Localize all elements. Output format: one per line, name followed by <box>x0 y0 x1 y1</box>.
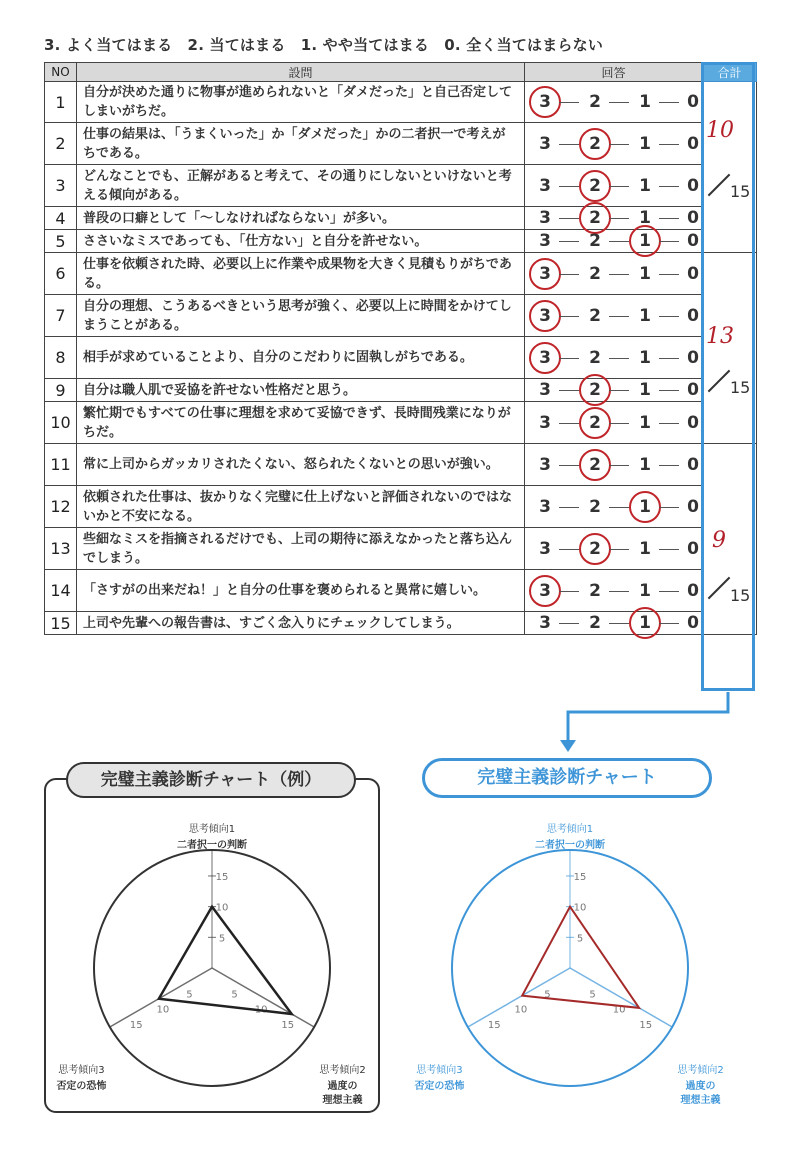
axis2-label: 思考傾向2 <box>677 1065 724 1076</box>
answer-dash <box>659 274 679 275</box>
answer-option-3[interactable]: 3 <box>533 304 557 328</box>
answer-option-3[interactable]: 3 <box>533 90 557 114</box>
answer-option-2[interactable]: 2 <box>589 92 601 112</box>
chart-axis-line <box>468 968 570 1027</box>
answer-option-0[interactable]: 0 <box>687 496 699 517</box>
header-no: NO <box>45 63 77 82</box>
answer-option-3[interactable]: 3 <box>539 538 551 559</box>
chart-tick-label: 15 <box>487 1020 501 1032</box>
question-number: 10 <box>45 402 77 444</box>
answer-option-0[interactable]: 0 <box>687 538 699 559</box>
answer-option-3[interactable]: 3 <box>539 412 551 433</box>
answer-scale <box>525 402 703 444</box>
chart-tick-label: 5 <box>218 933 226 945</box>
question-text: どんなことでも、正解があると考えて、その通りにしないといけないと考える傾向がある。 <box>77 165 525 207</box>
chart-tick-label: 10 <box>573 902 587 914</box>
result-chart-title: 完璧主義診断チャート <box>422 758 712 798</box>
answer-option-0[interactable]: 0 <box>687 454 699 475</box>
question-number: 2 <box>45 123 77 165</box>
answer-dash <box>559 274 579 275</box>
question-number: 14 <box>45 570 77 612</box>
answer-dash <box>559 186 579 187</box>
answer-option-3[interactable]: 3 <box>533 346 557 370</box>
answer-scale <box>525 253 703 295</box>
chart-tick-label: 10 <box>514 1004 528 1016</box>
answer-dash <box>659 358 679 359</box>
answer-dash <box>559 549 579 550</box>
question-number: 5 <box>45 230 77 253</box>
example-radar-chart <box>44 800 380 1106</box>
answer-scale-legend: 3. よく当てはまる 2. 当てはまる 1. やや当てはまる 0. 全く当てはまらない <box>44 36 604 54</box>
answer-dash <box>609 274 629 275</box>
answer-dash <box>609 102 629 103</box>
answer-option-2[interactable]: 2 <box>589 231 601 251</box>
chart-tick-label: 5 <box>186 989 193 1001</box>
example-chart-title: 完璧主義診断チャート（例） <box>66 762 356 798</box>
table-row <box>45 402 757 444</box>
chart-tick-label: 15 <box>129 1020 143 1032</box>
axis3-label: 思考傾向3 <box>58 1065 105 1076</box>
answer-option-0[interactable]: 0 <box>687 305 699 326</box>
question-text: 常に上司からガッカリされたくない、怒られたくないとの思いが強い。 <box>77 444 525 486</box>
chart-tick-label: 15 <box>281 1020 295 1032</box>
answer-option-3[interactable]: 3 <box>533 262 557 286</box>
answer-dash <box>559 144 579 145</box>
answer-dash <box>609 218 629 219</box>
axis2-sublabel-2: 理想主義 <box>680 1095 721 1106</box>
answer-option-1[interactable]: 1 <box>639 454 651 475</box>
answer-scale <box>525 82 703 123</box>
answer-dash <box>559 423 579 424</box>
answer-option-3[interactable]: 3 <box>539 175 551 196</box>
answer-dash <box>659 316 679 317</box>
answer-dash <box>609 465 629 466</box>
answer-option-2[interactable]: 2 <box>583 174 607 198</box>
question-text: 自分の理想、こうあるべきという思考が強く、必要以上に時間をかけてしまうことがある。 <box>77 295 525 337</box>
answer-option-1[interactable]: 1 <box>639 347 651 368</box>
axis1-sublabel: 二者択一の判断 <box>535 840 605 851</box>
answer-scale <box>525 230 703 253</box>
questionnaire-table <box>44 62 757 635</box>
answer-dash <box>609 549 629 550</box>
answer-dash <box>609 591 629 592</box>
answer-option-2[interactable]: 2 <box>583 411 607 435</box>
total-2-value: 13 <box>706 324 734 349</box>
answer-dash <box>659 144 679 145</box>
answer-scale <box>525 486 703 528</box>
table-row <box>45 230 757 253</box>
chart-tick-label: 10 <box>215 902 229 914</box>
header-total: 合計 <box>703 63 757 82</box>
answer-option-3[interactable]: 3 <box>539 208 551 228</box>
answer-dash <box>559 358 579 359</box>
flow-arrow <box>540 690 760 760</box>
answer-option-1[interactable]: 1 <box>639 133 651 154</box>
chart-data-polygon <box>159 907 292 1014</box>
answer-scale <box>525 165 703 207</box>
answer-option-1[interactable]: 1 <box>639 580 651 601</box>
chart-tick-label: 10 <box>254 1004 268 1016</box>
answer-option-1[interactable]: 1 <box>633 495 657 519</box>
chart-tick-label: 15 <box>573 871 587 883</box>
chart-axis-line <box>570 968 672 1027</box>
header-answer: 回答 <box>525 63 703 82</box>
question-number: 13 <box>45 528 77 570</box>
answer-option-3[interactable]: 3 <box>539 133 551 154</box>
question-text: ささいなミスであっても、「仕方ない」と自分を許せない。 <box>77 230 525 253</box>
answer-dash <box>559 218 579 219</box>
answer-scale <box>525 337 703 379</box>
answer-option-2[interactable]: 2 <box>583 537 607 561</box>
question-text: 「さすがの出来だね！」と自分の仕事を褒められると異常に嬉しい。 <box>77 570 525 612</box>
answer-option-1[interactable]: 1 <box>639 305 651 326</box>
answer-option-1[interactable]: 1 <box>639 92 651 112</box>
table-row <box>45 528 757 570</box>
total-1-max: 15 <box>730 182 751 201</box>
answer-option-2[interactable]: 2 <box>589 263 601 284</box>
answer-option-0[interactable]: 0 <box>687 208 699 228</box>
axis3-sublabel: 否定の恐怖 <box>56 1081 107 1092</box>
table-row <box>45 444 757 486</box>
total-3-value: 9 <box>712 528 726 553</box>
answer-option-1[interactable]: 1 <box>639 175 651 196</box>
answer-dash <box>609 316 629 317</box>
chart-tick-label: 5 <box>544 989 551 1001</box>
result-radar-chart <box>400 800 756 1106</box>
answer-dash <box>609 358 629 359</box>
chart-data-polygon <box>522 907 639 1008</box>
answer-scale <box>525 612 703 635</box>
answer-dash <box>659 623 679 624</box>
axis1-label: 思考傾向1 <box>546 824 594 835</box>
chart-tick-label: 5 <box>231 989 238 1001</box>
answer-option-0[interactable]: 0 <box>687 263 699 284</box>
answer-option-2[interactable]: 2 <box>589 613 601 633</box>
question-number: 7 <box>45 295 77 337</box>
question-text: 自分は職人肌で妥協を許せない性格だと思う。 <box>77 379 525 402</box>
question-text: 仕事の結果は、「うまくいった」か「ダメだった」かの二者択一で考えがちである。 <box>77 123 525 165</box>
answer-dash <box>559 316 579 317</box>
answer-dash <box>659 423 679 424</box>
answer-dash <box>609 144 629 145</box>
answer-dash <box>559 241 579 242</box>
answer-dash <box>659 241 679 242</box>
axis2-sublabel-2: 理想主義 <box>322 1095 363 1106</box>
answer-option-3[interactable]: 3 <box>539 380 551 400</box>
question-text: 相手が求めていることより、自分のこだわりに固執しがちである。 <box>77 337 525 379</box>
answer-option-1[interactable]: 1 <box>633 229 657 253</box>
answer-option-0[interactable]: 0 <box>687 580 699 601</box>
total-1-value: 10 <box>706 118 734 143</box>
answer-option-3[interactable]: 3 <box>539 613 551 633</box>
answer-dash <box>659 507 679 508</box>
answer-scale <box>525 570 703 612</box>
answer-scale <box>525 123 703 165</box>
answer-dash <box>609 423 629 424</box>
question-number: 1 <box>45 82 77 123</box>
table-row <box>45 379 757 402</box>
answer-dash <box>559 623 579 624</box>
question-number: 12 <box>45 486 77 528</box>
answer-dash <box>559 102 579 103</box>
chart-tick-label: 15 <box>215 871 229 883</box>
answer-option-3[interactable]: 3 <box>539 231 551 251</box>
answer-option-0[interactable]: 0 <box>687 175 699 196</box>
answer-option-0[interactable]: 0 <box>687 412 699 433</box>
answer-option-2[interactable]: 2 <box>589 496 601 517</box>
answer-dash <box>659 549 679 550</box>
answer-dash <box>659 218 679 219</box>
axis1-label: 思考傾向1 <box>188 824 236 835</box>
question-number: 9 <box>45 379 77 402</box>
question-text: 仕事を依頼された時、必要以上に作業や成果物を大きく見積もりがちである。 <box>77 253 525 295</box>
question-number: 15 <box>45 612 77 635</box>
answer-scale <box>525 295 703 337</box>
question-number: 11 <box>45 444 77 486</box>
answer-option-2[interactable]: 2 <box>583 206 607 230</box>
answer-option-1[interactable]: 1 <box>639 412 651 433</box>
table-row <box>45 337 757 379</box>
answer-dash <box>659 591 679 592</box>
answer-scale <box>525 207 703 230</box>
question-text: 自分が決めた通りに物事が進められないと「ダメだった」と自己否定してしまいがちだ。 <box>77 82 525 123</box>
answer-option-1[interactable]: 1 <box>639 263 651 284</box>
question-number: 6 <box>45 253 77 295</box>
answer-option-2[interactable]: 2 <box>583 378 607 402</box>
answer-option-1[interactable]: 1 <box>633 611 657 635</box>
chart-tick-label: 10 <box>156 1004 170 1016</box>
answer-option-2[interactable]: 2 <box>583 453 607 477</box>
question-number: 3 <box>45 165 77 207</box>
answer-scale <box>525 528 703 570</box>
question-text: 上司や先輩への報告書は、すごく念入りにチェックしてしまう。 <box>77 612 525 635</box>
total-3-max: 15 <box>730 586 751 605</box>
answer-option-1[interactable]: 1 <box>639 538 651 559</box>
answer-option-0[interactable]: 0 <box>687 92 699 112</box>
answer-dash <box>559 591 579 592</box>
total-2-max: 15 <box>730 378 751 397</box>
answer-scale <box>525 379 703 402</box>
chart-tick-label: 10 <box>612 1004 626 1016</box>
answer-option-0[interactable]: 0 <box>687 133 699 154</box>
table-row <box>45 82 757 123</box>
table-row <box>45 486 757 528</box>
answer-option-2[interactable]: 2 <box>589 580 601 601</box>
answer-option-3[interactable]: 3 <box>533 579 557 603</box>
table-row <box>45 612 757 635</box>
answer-option-3[interactable]: 3 <box>539 496 551 517</box>
table-row <box>45 253 757 295</box>
axis3-label: 思考傾向3 <box>416 1065 463 1076</box>
axis2-sublabel-1: 過度の <box>685 1081 716 1092</box>
chart-tick-label: 15 <box>639 1020 653 1032</box>
question-number: 8 <box>45 337 77 379</box>
answer-dash <box>559 390 579 391</box>
answer-dash <box>609 390 629 391</box>
question-text: 些細なミスを指摘されるだけでも、上司の期待に添えなかったと落ち込んでしまう。 <box>77 528 525 570</box>
chart-tick-label: 5 <box>576 933 584 945</box>
answer-dash <box>609 186 629 187</box>
question-number: 4 <box>45 207 77 230</box>
answer-dash <box>659 102 679 103</box>
answer-option-0[interactable]: 0 <box>687 231 699 251</box>
answer-option-0[interactable]: 0 <box>687 613 699 633</box>
answer-dash <box>559 465 579 466</box>
answer-dash <box>609 507 629 508</box>
answer-dash <box>659 186 679 187</box>
header-question: 設問 <box>77 63 525 82</box>
answer-option-0[interactable]: 0 <box>687 347 699 368</box>
answer-dash <box>659 390 679 391</box>
table-row <box>45 165 757 207</box>
answer-dash <box>559 507 579 508</box>
axis2-sublabel-1: 過度の <box>327 1081 358 1092</box>
chart-tick-label: 5 <box>589 989 596 1001</box>
answer-option-2[interactable]: 2 <box>589 347 601 368</box>
answer-dash <box>609 623 629 624</box>
question-text: 普段の口癖として「～しなければならない」が多い。 <box>77 207 525 230</box>
question-text: 繁忙期でもすべての仕事に理想を求めて妥協できず、長時間残業になりがちだ。 <box>77 402 525 444</box>
table-row <box>45 295 757 337</box>
answer-option-1[interactable]: 1 <box>639 380 651 400</box>
axis1-sublabel: 二者択一の判断 <box>177 840 247 851</box>
answer-dash <box>659 465 679 466</box>
answer-option-1[interactable]: 1 <box>639 208 651 228</box>
answer-option-3[interactable]: 3 <box>539 454 551 475</box>
axis2-label: 思考傾向2 <box>319 1065 366 1076</box>
answer-scale <box>525 444 703 486</box>
question-text: 依頼された仕事は、抜かりなく完璧に仕上げないと評価されないのではないかと不安になる。 <box>77 486 525 528</box>
answer-dash <box>609 241 629 242</box>
answer-option-0[interactable]: 0 <box>687 380 699 400</box>
answer-option-2[interactable]: 2 <box>583 132 607 156</box>
table-row <box>45 570 757 612</box>
table-row <box>45 123 757 165</box>
axis3-sublabel: 否定の恐怖 <box>414 1081 465 1092</box>
answer-option-2[interactable]: 2 <box>589 305 601 326</box>
